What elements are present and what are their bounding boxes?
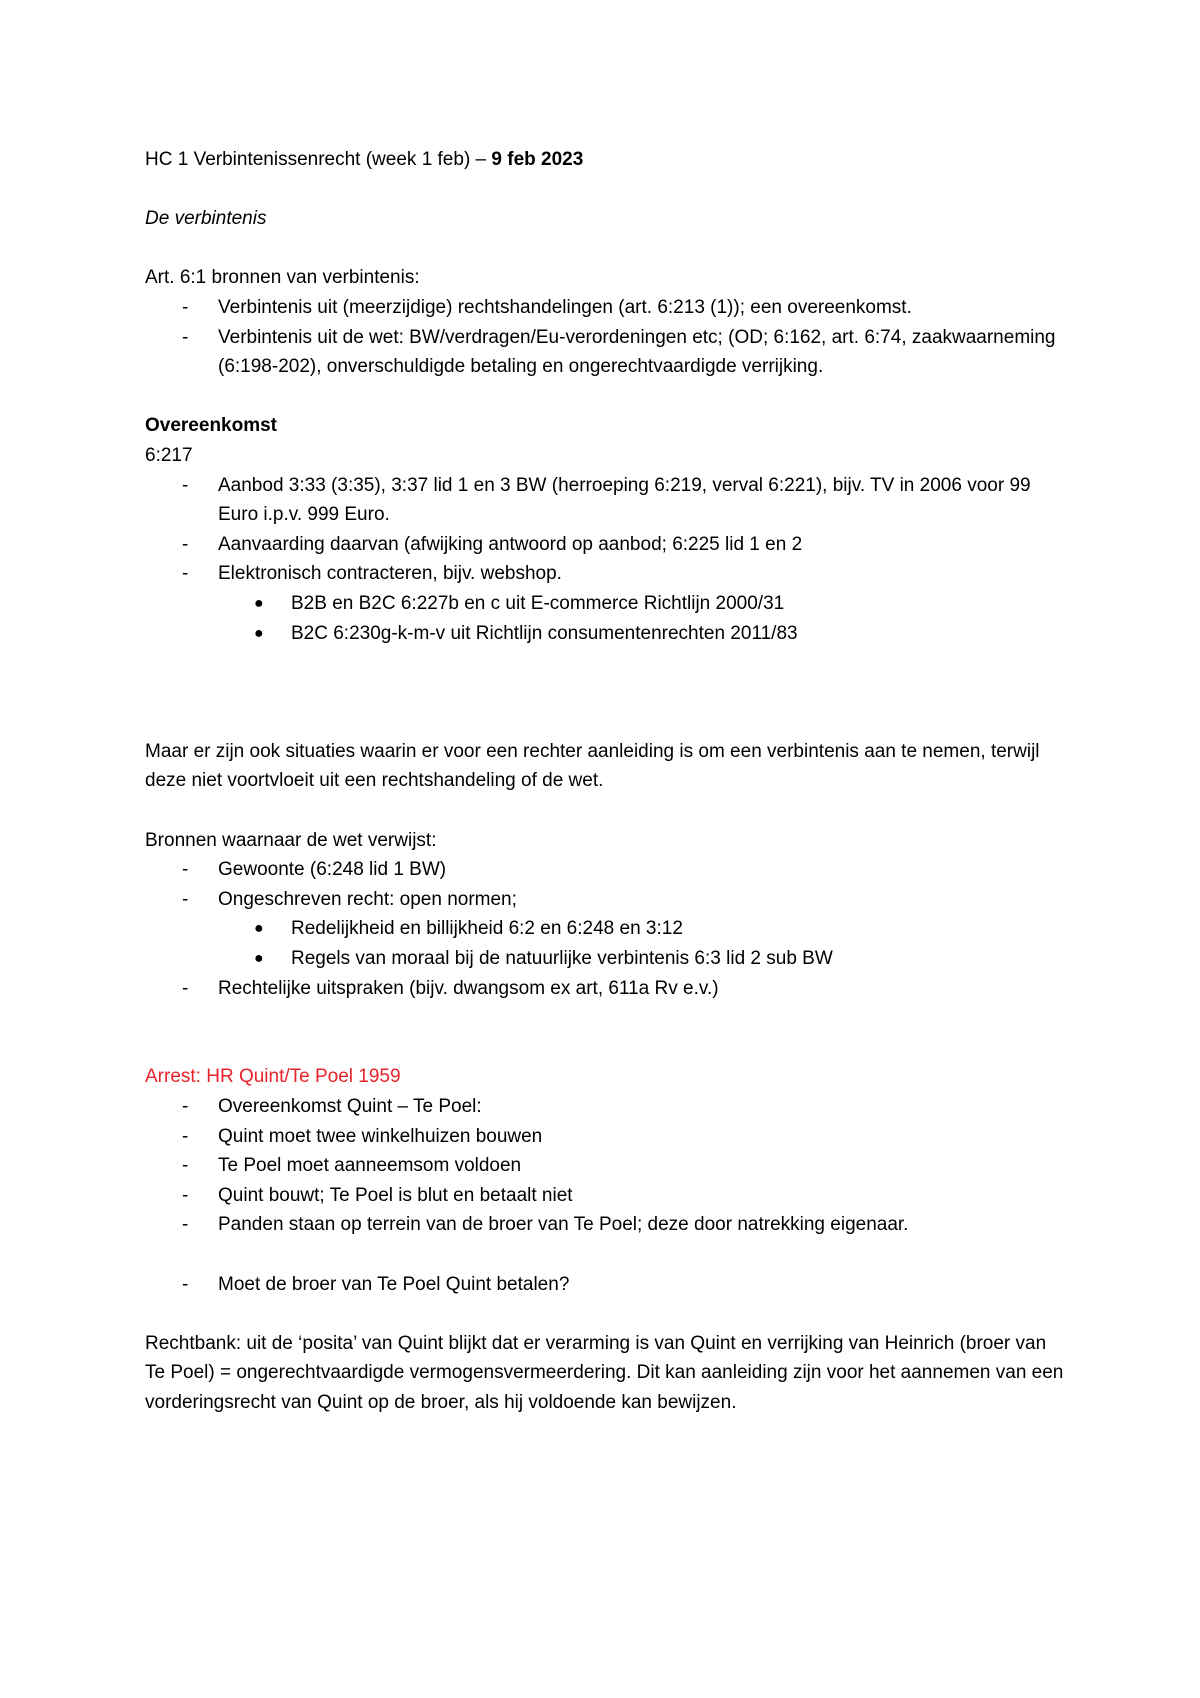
section-heading-overeenkomst: Overeenkomst [145, 415, 278, 437]
dash-marker: - [182, 1125, 189, 1147]
bronnen-sublist [218, 914, 1065, 973]
situaties-paragraph: Maar er zijn ook situaties waarin er voor een rechter aanleiding is om een verbintenis aan te nemen, terwijl deze niet voortvloeit uit een rechtshandeling of de wet. [145, 740, 1040, 792]
arrest-question-list [145, 1270, 1065, 1300]
title-date: 9 feb 2023 [491, 149, 584, 170]
subtitle: De verbintenis [145, 208, 267, 230]
list-item: - Te Poel moet aanneemsom voldoen [145, 1151, 1065, 1181]
document-title [145, 145, 1065, 175]
title-text: HC 1 Verbintenissenrecht (week 1 feb) – [145, 149, 487, 170]
art-list [145, 293, 1065, 382]
dash-marker: - [182, 533, 189, 555]
list-item: - Elektronisch contracteren, bijv. webshop. [145, 559, 1065, 589]
list-item: ● B2C 6:230g-k-m-v uit Richtlijn consumentenrechten 2011/83 [145, 619, 1065, 649]
art-intro: Art. 6:1 bronnen van verbintenis: [145, 267, 420, 289]
arrest-heading: Arrest: HR Quint/Te Poel 1959 [145, 1066, 401, 1088]
overeenkomst-list [145, 471, 1065, 589]
bronnen-intro: Bronnen waarnaar de wet verwijst: [145, 829, 437, 851]
list-item: ● B2B en B2C 6:227b en c uit E-commerce Richtlijn 2000/31 [145, 589, 1065, 619]
list-item: - Gewoonte (6:248 lid 1 BW) [145, 855, 1065, 885]
list-item: - Quint moet twee winkelhuizen bouwen [145, 1122, 1065, 1152]
dash-marker: - [182, 1273, 189, 1295]
article-ref: 6:217 [145, 444, 193, 466]
document-body [145, 145, 1065, 1418]
dash-marker: - [182, 1214, 189, 1236]
dash-marker: - [182, 474, 189, 496]
list-item: ● Regels van moraal bij de natuurlijke verbintenis 6:3 lid 2 sub BW [218, 944, 1065, 974]
list-item: - Aanvaarding daarvan (afwijking antwoord op aanbod; 6:225 lid 1 en 2 [145, 530, 1065, 560]
dash-marker: - [182, 296, 189, 318]
list-item: - Ongeschreven recht: open normen; ● Redelijkheid en billijkheid 6:2 en 6:248 en 3:12 ● Regels van moraal bij de natuurlijke verbintenis 6:3 lid 2 sub BW [145, 885, 1065, 974]
list-item: - Moet de broer van Te Poel Quint betalen? [145, 1270, 1065, 1300]
dash-marker: - [182, 859, 189, 881]
dash-marker: - [182, 1155, 189, 1177]
list-item: - Overeenkomst Quint – Te Poel: [145, 1092, 1065, 1122]
bullet-icon: ● [254, 594, 264, 612]
list-item: - Quint bouwt; Te Poel is blut en betaalt niet [145, 1181, 1065, 1211]
overeenkomst-sublist [145, 589, 1065, 648]
bullet-icon: ● [254, 920, 264, 938]
dash-marker: - [182, 888, 189, 910]
arrest-list [145, 1092, 1065, 1240]
list-item: ● Redelijkheid en billijkheid 6:2 en 6:248 en 3:12 [218, 914, 1065, 944]
bronnen-list [145, 855, 1065, 1003]
dash-marker: - [182, 1184, 189, 1206]
dash-marker: - [182, 1096, 189, 1118]
list-item: - Verbintenis uit de wet: BW/verdragen/Eu-verordeningen etc; (OD; 6:162, art. 6:74, zaakwaarneming (6:198-202), onverschuldigde betaling en ongerechtvaardigde verrijking. [145, 323, 1065, 382]
rechtbank-paragraph: Rechtbank: uit de ‘posita’ van Quint blijkt dat er verarming is van Quint en verrijking van Heinrich (broer van Te Poel) = ongerechtvaardigde vermogensvermeerdering. Dit kan aanleiding zijn voor het aannemen van een vorderingsrecht van Quint op de broer, als hij voldoende kan bewijzen. [145, 1332, 1064, 1413]
list-item: - Rechtelijke uitspraken (bijv. dwangsom ex art, 611a Rv e.v.) [145, 974, 1065, 1004]
dash-marker: - [182, 326, 189, 348]
list-item: - Verbintenis uit (meerzijdige) rechtshandelingen (art. 6:213 (1)); een overeenkomst. [145, 293, 1065, 323]
dash-marker: - [182, 563, 189, 585]
list-item: - Panden staan op terrein van de broer van Te Poel; deze door natrekking eigenaar. [145, 1210, 1065, 1240]
bullet-icon: ● [254, 624, 264, 642]
list-item: - Aanbod 3:33 (3:35), 3:37 lid 1 en 3 BW (herroeping 6:219, verval 6:221), bijv. TV in 2006 voor 99 Euro i.p.v. 999 Euro. [145, 471, 1065, 530]
dash-marker: - [182, 977, 189, 999]
bullet-icon: ● [254, 950, 264, 968]
